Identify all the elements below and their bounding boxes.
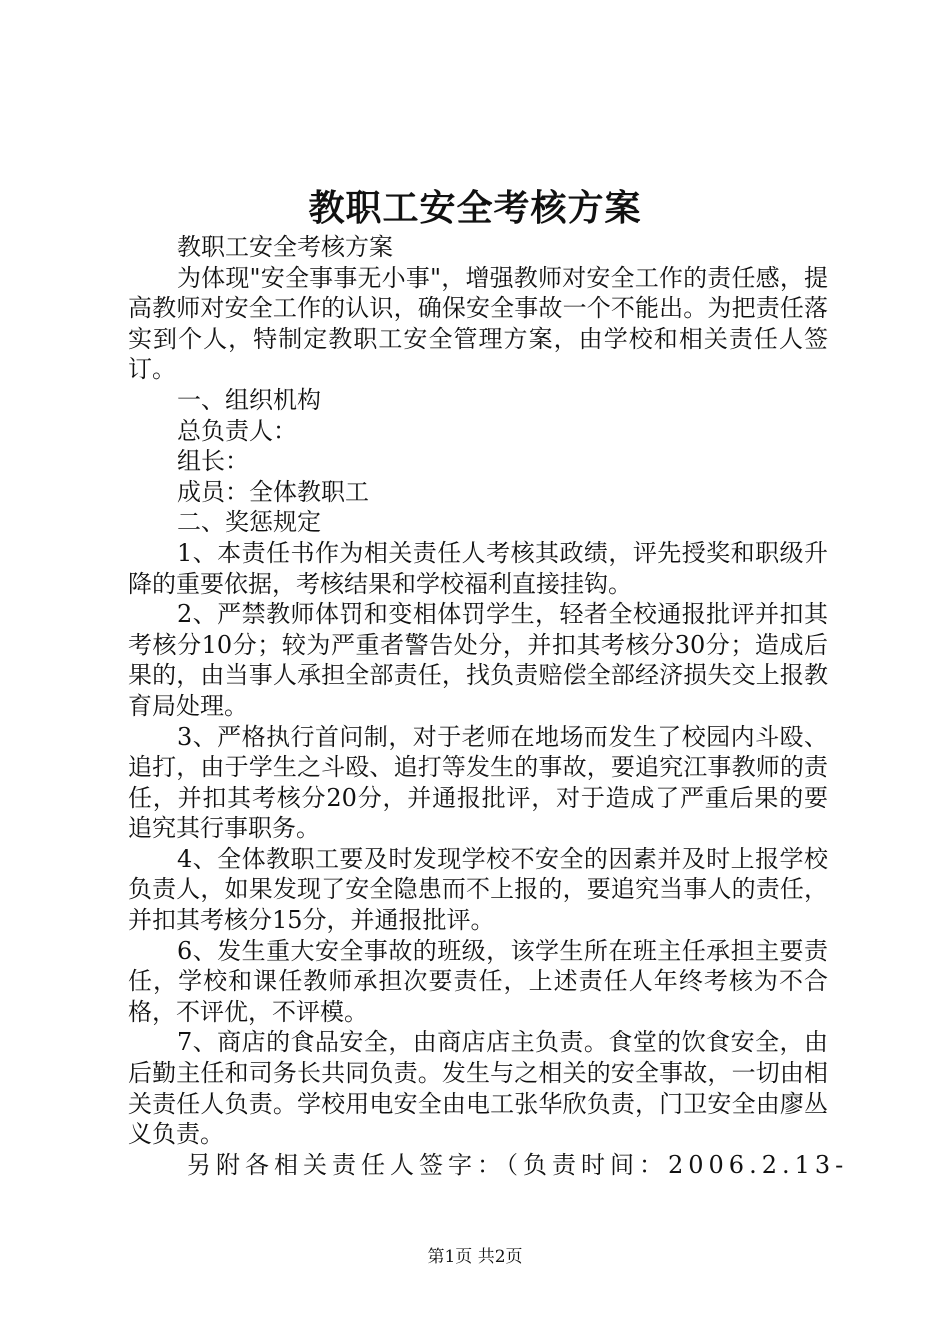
- rule-item-1: 1、本责任书作为相关责任人考核其政绩，评先授奖和职级升降的重要依据，考核结果和学校福利直接挂钩。: [128, 538, 828, 598]
- paragraph-intro: 为体现"安全事事无小事"，增强教师对安全工作的责任感，提高教师对安全工作的认识，确保安全事故一个不能出。为把责任落实到个人，特制定教职工安全管理方案，由学校和相关责任人签订。: [128, 263, 828, 384]
- paragraph-subtitle: 教职工安全考核方案: [177, 233, 393, 261]
- signature-note: 另附各相关责任人签字：（负责时间：2006.2.13-: [187, 1150, 849, 1179]
- rule-item-3: 3、严格执行首问制，对于老师在地场而发生了校园内斗殴、追打，由于学生之斗殴、追打等发生的事故，要追究江事教师的责任，并扣其考核分20分，并通报批评，对于造成了严重后果的要追究其行事职务。: [128, 722, 828, 843]
- line-group-leader: 组长：: [177, 447, 249, 476]
- line-chief-responsible: 总负责人：: [177, 416, 297, 445]
- rule-item-7: 7、商店的食品安全，由商店店主负责。食堂的饮食安全，由后勤主任和司务长共同负责。发生与之相关的安全事故，一切由相关责任人负责。学校用电安全由电工张华欣负责，门卫安全由廖丛义负责。: [128, 1028, 828, 1149]
- rule-item-2: 2、严禁教师体罚和变相体罚学生，轻者全校通报批评并扣其考核分10分；较为严重者警告处分，并扣其考核分30分；造成后果的，由当事人承担全部责任，找负责赔偿全部经济损失交上报教育局处理。: [128, 600, 828, 720]
- line-members: 成员：全体教职工: [177, 477, 369, 506]
- page-number-footer: 第1页 共2页: [427, 1247, 523, 1267]
- document-title: 教职工安全考核方案: [308, 187, 642, 229]
- heading-rewards-penalties: 二、奖惩规定: [177, 508, 321, 537]
- document-body: [128, 232, 849, 1180]
- heading-organization: 一、组织机构: [177, 385, 321, 414]
- rule-item-4: 4、全体教职工要及时发现学校不安全的因素并及时上报学校负责人，如果发现了安全隐患而不上报的，要追究当事人的责任，并扣其考核分15分，并通报批评。: [128, 844, 828, 935]
- rule-item-6: 6、发生重大安全事故的班级，该学生所在班主任承担主要责任，学校和课任教师承担次要责任，上述责任人年终考核为不合格，不评优，不评模。: [128, 936, 828, 1026]
